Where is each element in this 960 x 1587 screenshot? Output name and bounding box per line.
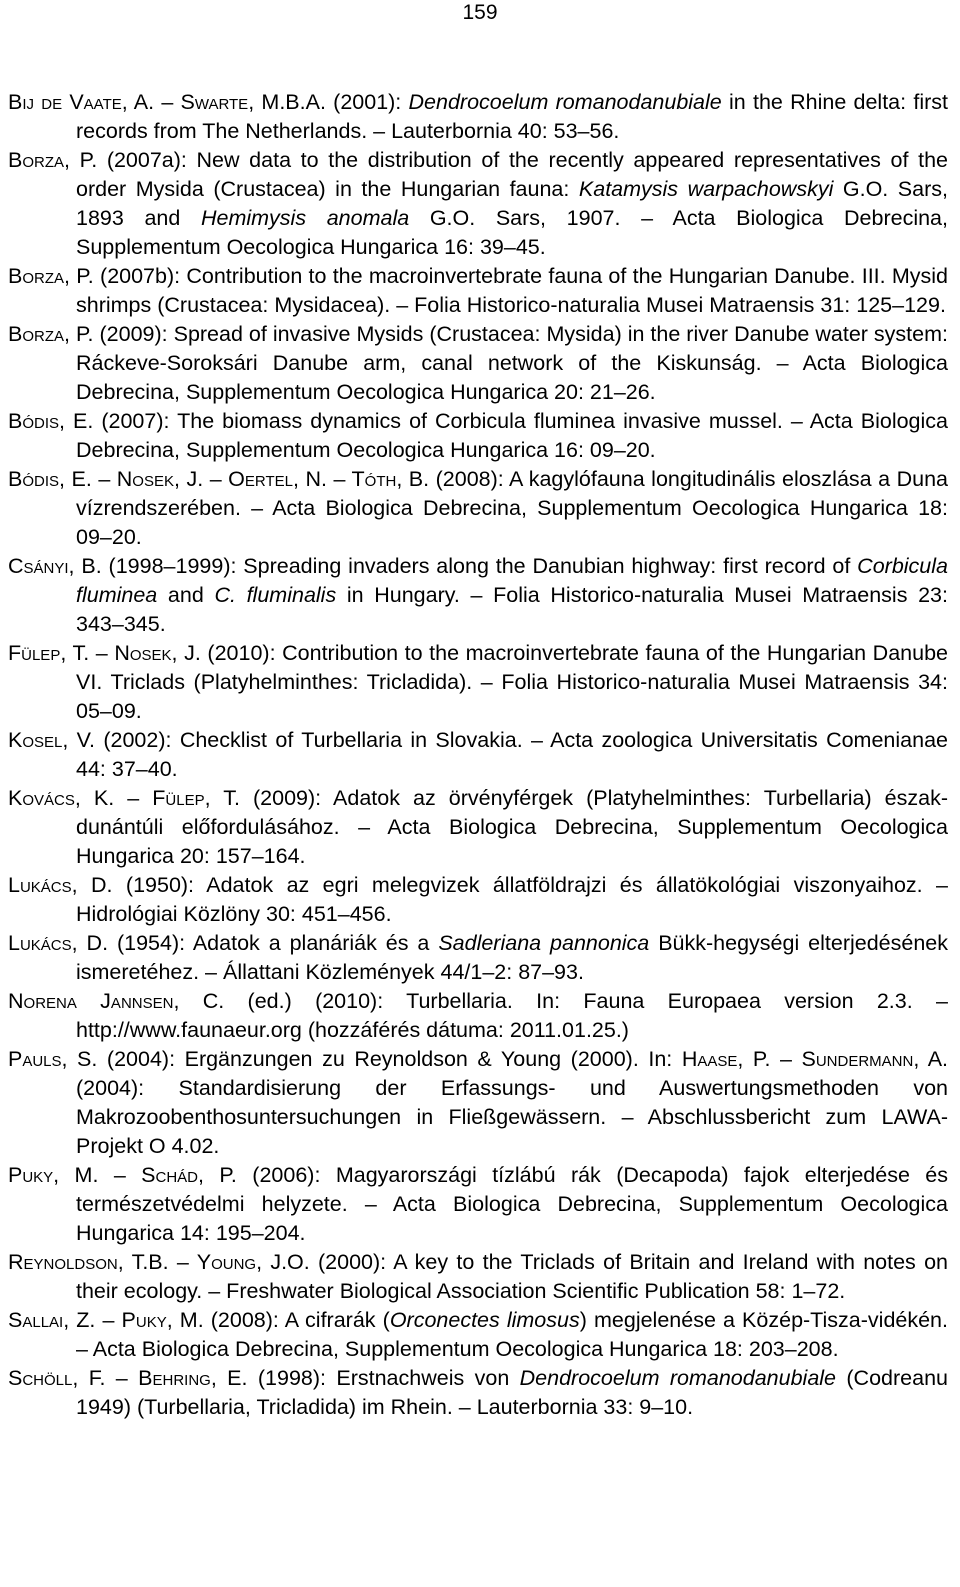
reference-entry [8, 987, 948, 1045]
reference-authors: Fülep, T. – Nosek, J. [8, 641, 201, 665]
reference-entry [8, 726, 948, 784]
reference-text: G.O. Sars, 1893 and [76, 177, 948, 230]
reference-authors: Bódis, E. – Nosek, J. – Oertel, N. – Tóth, B. [8, 467, 430, 491]
reference-authors: Schöll, F. – Behring, E. [8, 1366, 248, 1390]
reference-text: G.O. Sars, 1907. – Acta Biologica Debrecina, Supplementum Oecologica Hungarica 16: 39–45. [76, 206, 948, 259]
reference-taxon-name: Corbicula fluminea [76, 554, 948, 607]
reference-text: (2006): Magyarországi tízlábú rák (Decapoda) fajok elterjedése és természetvédelmi helyzete. – Acta Biologica Debrecina, Supplementum Oecologica Hungarica 14: 195–204. [76, 1163, 949, 1245]
reference-text: (1998–1999): Spreading invaders along the Danubian highway: first record of [101, 554, 858, 578]
reference-entry [8, 1161, 948, 1248]
reference-entry [8, 929, 948, 987]
reference-authors: Norena Jannsen, C. [8, 989, 225, 1013]
reference-authors: Kosel, V. [8, 728, 96, 752]
reference-authors: Lukács, D. [8, 873, 113, 897]
reference-taxon-name: Sadleriana pannonica [438, 931, 650, 955]
reference-entry [8, 320, 948, 407]
reference-text: (2007b): Contribution to the macroinvertebrate fauna of the Hungarian Danube. III. Mysid shrimps (Crustacea: Mysidacea). – Folia Historico-naturalia Musei Matraensis 31: 125–129. [76, 264, 948, 317]
reference-authors: Sallai, Z. – Puky, M. [8, 1308, 204, 1332]
reference-authors: Borza, P. [8, 148, 98, 172]
reference-authors: Haase, P. – Sundermann, A. [681, 1047, 949, 1071]
reference-text: (Codreanu 1949) (Turbellaria, Tricladida) im Rhein. – Lauterbornia 33: 9–10. [76, 1366, 948, 1419]
reference-text: (2007): The biomass dynamics of Corbicula fluminea invasive mussel. – Acta Biologica Debrecina, Supplementum Oecologica Hungarica 16: 09–20. [76, 409, 948, 462]
reference-text: in the Rhine delta: first records from The Netherlands. – Lauterbornia 40: 53–56. [76, 90, 948, 143]
reference-entry [8, 88, 948, 146]
reference-taxon-name: Orconectes limosus [389, 1308, 580, 1332]
reference-entry [8, 465, 948, 552]
reference-text: (2010): Contribution to the macroinvertebrate fauna of the Hungarian Danube VI. Triclads (Platyhelminthes: Tricladida). – Folia Historico-naturalia Musei Matraensis 34: 05–09. [76, 641, 948, 723]
reference-entry [8, 1306, 948, 1364]
reference-text: ) megjelenése a Közép-Tisza-vidékén. – Acta Biologica Debrecina, Supplementum Oecologica Hungarica 18: 203–208. [76, 1308, 948, 1361]
reference-text: (2002): Checklist of Turbellaria in Slovakia. – Acta zoologica Universitatis Comenianae 44: 37–40. [76, 728, 948, 781]
reference-text: (1950): Adatok az egri melegvizek állatföldrajzi és állatökológiai viszonyaihoz. – Hidrológiai Közlöny 30: 451–456. [76, 873, 948, 926]
reference-taxon-name: Katamysis warpachowskyi [578, 177, 834, 201]
reference-authors: Borza, P. [8, 322, 94, 346]
reference-taxon-name: C. fluminalis [214, 583, 337, 607]
reference-list [8, 88, 948, 1422]
reference-taxon-name: Hemimysis anomala [200, 206, 410, 230]
reference-authors: Lukács, D. [8, 931, 109, 955]
reference-entry [8, 784, 948, 871]
reference-taxon-name: Dendrocoelum romanodanubiale [519, 1366, 837, 1390]
reference-entry [8, 552, 948, 639]
reference-authors: Pauls, S. [8, 1047, 98, 1071]
reference-text: (2001): [325, 90, 409, 114]
reference-text: (2008): A cifrarák ( [203, 1308, 390, 1332]
reference-text: (2004): Ergänzungen zu Reynoldson & Young (2000). In: [97, 1047, 682, 1071]
reference-authors: Kovács, K. – Fülep, T. [8, 786, 240, 810]
reference-authors: Bij de Vaate, A. – Swarte, M.B.A. [8, 90, 326, 114]
reference-text: and [157, 583, 215, 607]
page-number: 159 [462, 1, 498, 24]
reference-text: (2000): A key to the Triclads of Britain and Ireland with notes on their ecology. – Freshwater Biological Association Scientific Publication 58: 1–72. [76, 1250, 948, 1303]
reference-authors: Puky, M. – Schád, P. [8, 1163, 237, 1187]
reference-text: in Hungary. – Folia Historico-naturalia Musei Matraensis 23: 343–345. [76, 583, 948, 636]
reference-text: (1998): Erstnachweis von [247, 1366, 520, 1390]
reference-entry [8, 1364, 948, 1422]
reference-text: (2007a): New data to the distribution of the recently appeared representatives of the order Mysida (Crustacea) in the Hungarian fauna: [76, 148, 949, 201]
reference-authors: Reynoldson, T.B. – Young, J.O. [8, 1250, 310, 1274]
reference-taxon-name: Dendrocoelum romanodanubiale [408, 90, 722, 114]
reference-text: (2004): Standardisierung der Erfassungs- und Auswertungsmethoden von Makrozoobenthosuntersuchungen in Fließgewässern. – Abschlussbericht zum LAWA-Projekt O 4.02. [76, 1076, 948, 1158]
reference-entry [8, 1248, 948, 1306]
reference-authors: Borza, P. [8, 264, 94, 288]
reference-authors: Bódis, E. [8, 409, 94, 433]
reference-entry [8, 1045, 948, 1161]
reference-text: (2009): Adatok az örvényférgek (Platyhelminthes: Turbellaria) észak-dunántúli előfordulásához. – Acta Biologica Debrecina, Supplementum Oecologica Hungarica 20: 157–164. [76, 786, 949, 868]
reference-entry [8, 871, 948, 929]
reference-text: (1954): Adatok a planáriák és a [108, 931, 439, 955]
reference-entry [8, 262, 948, 320]
reference-text: (2009): Spread of invasive Mysids (Crustacea: Mysida) in the river Danube water system: Ráckeve-Soroksári Danube arm, canal network of the Kiskunság. – Acta Biologica Debrecina, Supplementum Oecologica Hungarica 20: 21–26. [76, 322, 948, 404]
reference-entry [8, 146, 948, 262]
reference-text: (ed.) (2010): Turbellaria. In: Fauna Europaea version 2.3. – http://www.faunaeur.org (hozzáférés dátuma: 2011.01.25.) [76, 989, 948, 1042]
reference-authors: Csányi, B. [8, 554, 102, 578]
reference-entry [8, 639, 948, 726]
reference-entry [8, 407, 948, 465]
reference-text: (2008): A kagylófauna longitudinális eloszlása a Duna vízrendszerében. – Acta Biologica Debrecina, Supplementum Oecologica Hungarica 18: 09–20. [76, 467, 948, 549]
reference-text: Bükk-hegységi elterjedésének ismeretéhez. – Állattani Közlemények 44/1–2: 87–93. [76, 931, 949, 984]
